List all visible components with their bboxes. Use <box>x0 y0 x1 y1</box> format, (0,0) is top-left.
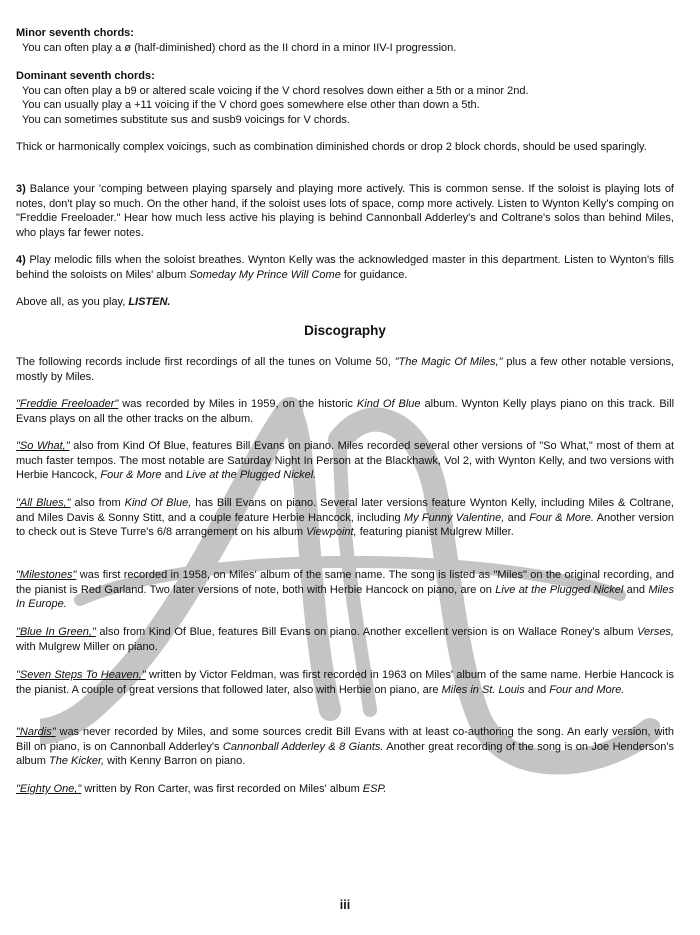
point-4-number: 4) <box>16 254 26 266</box>
all-blues-text-d: Another version to check out is Steve Turre's 6/8 arrangement on his album <box>16 511 675 538</box>
discography-heading: Discography <box>304 323 386 338</box>
nardis-text-a: was never recorded by Miles, and some sources credit Bill Evans with at least co-authoring the song. An early version, with Bill on piano, is on Cannonball Adderley's <box>16 726 675 753</box>
all-blues-album-3: Four & More. <box>529 511 594 524</box>
so-what-album-2: Live at the Plugged Nickel. <box>186 469 317 481</box>
freddie-freeloader-title: "Freddie Freeloader" <box>16 398 119 410</box>
blue-in-green-text-a: also from Kind Of Blue, features Bill Evans on piano. Another excellent version is on Wallace Roney's album <box>99 626 634 638</box>
discography-intro <box>16 355 674 384</box>
nardis-text-c: with Kenny Barron on piano. <box>107 755 246 767</box>
seven-steps-title: "Seven Steps To Heaven," <box>16 669 146 681</box>
so-what-text-b: and <box>164 469 183 481</box>
milestones-album-2: Miles In Europe. <box>16 583 674 610</box>
nardis-title: "Nardis" <box>16 726 56 738</box>
freddie-album: Kind Of Blue <box>356 398 421 410</box>
so-what-entry <box>16 439 674 483</box>
seven-steps-entry <box>16 668 674 697</box>
minor-seventh-section <box>16 26 674 55</box>
milestones-entry <box>16 568 674 612</box>
so-what-album-1: Four & More <box>100 469 162 481</box>
point-4-album: Someday My Prince Will Come <box>189 268 341 281</box>
all-blues-text-e: featuring pianist Mulgrew Miller. <box>359 526 514 538</box>
so-what-text-a: also from Kind Of Blue, features Bill Evans on piano. Miles recorded several other versions of "So What," most of them at much faster tempos. The most notable are Saturday Night In Person at the Blackhawk, Vol 2, with Wynton Kelly, and two versions with Herbie Hancock, <box>16 440 674 481</box>
all-blues-text-b: has Bill Evans on piano. Several later versions feature Wynton Kelly, including Miles & Coltrane, and Miles Davis & Sonny Stitt, and a couple feature Herbie Hancock, including <box>16 497 674 524</box>
point-4-paragraph <box>16 253 674 282</box>
blue-in-green-title: "Blue In Green," <box>16 626 96 638</box>
all-blues-text-a: also from <box>74 497 121 509</box>
discography-intro-b: plus a few other notable versions, mostly by Miles. <box>16 356 675 383</box>
freddie-freeloader-entry <box>16 397 674 426</box>
page-number: iii <box>339 898 351 912</box>
eighty-one-text-a: written by Ron Carter, was first recorded on Miles' album <box>84 783 360 795</box>
eighty-one-entry <box>16 782 674 797</box>
all-blues-album-2: My Funny Valentine, <box>403 511 505 524</box>
seven-steps-album-1: Miles in St. Louis <box>441 683 525 696</box>
milestones-album-1: Live at the Plugged Nickel <box>495 583 624 596</box>
blue-in-green-text-b: with Mulgrew Miller on piano. <box>16 640 158 653</box>
eighty-one-title: "Eighty One," <box>16 783 82 795</box>
minor-seventh-line: You can often play a ø (half-diminished) chord as the II chord in a minor IIV-I progression. <box>22 41 457 54</box>
freddie-text-a: was recorded by Miles in 1959, on the historic <box>122 398 353 410</box>
nardis-album-1: Cannonball Adderley & 8 Giants. <box>222 740 384 753</box>
blue-in-green-entry <box>16 625 674 654</box>
point-3-number: 3) <box>16 183 26 195</box>
listen-text: Above all, as you play, <box>16 296 126 308</box>
discography-intro-a: The following records include first recordings of all the tunes on Volume 50, <box>16 356 391 368</box>
point-4-text-b: for guidance. <box>343 268 408 281</box>
milestones-title: "Milestones" <box>16 569 77 581</box>
dominant-seventh-title: Dominant seventh chords: <box>16 70 155 82</box>
so-what-title: "So What," <box>16 440 70 452</box>
listen-emphasis: LISTEN. <box>128 296 171 308</box>
milestones-text-a: was first recorded in 1958, on Miles' album of the same name. The song is listed as "Miles" on the original recording, and the pianist is Red Garland. Two later versions of note, both with Herbie Hancock on piano, are on <box>16 569 674 596</box>
dominant-seventh-section <box>16 69 674 127</box>
nardis-album-2: The Kicker, <box>49 755 105 767</box>
milestones-text-b: and <box>626 583 646 596</box>
minor-seventh-title: Minor seventh chords: <box>16 27 134 39</box>
seven-steps-album-2: Four and More. <box>549 683 625 696</box>
thick-voicings-paragraph: Thick or harmonically complex voicings, such as combination diminished chords or drop 2 block chords, should be used sparingly. <box>16 141 647 153</box>
all-blues-title: "All Blues," <box>16 497 71 509</box>
nardis-entry <box>16 725 674 769</box>
all-blues-album-1: Kind Of Blue, <box>124 497 192 509</box>
all-blues-entry <box>16 496 674 540</box>
eighty-one-album: ESP. <box>362 783 387 795</box>
point-4-text-a: Play melodic fills when the soloist breathes. Wynton Kelly was the acknowledged master in this department. Listen to Wynton's fills behind the soloists on Miles' album <box>16 254 674 281</box>
seven-steps-text-b: and <box>527 683 547 696</box>
point-3-paragraph <box>16 182 674 240</box>
dominant-seventh-line-2: You can usually play a +11 voicing if the V chord goes somewhere else other than down a 5th. <box>22 99 480 111</box>
listen-paragraph <box>16 295 674 310</box>
dominant-seventh-line-3: You can sometimes substitute sus and susb9 voicings for V chords. <box>22 113 350 126</box>
seven-steps-text-a: written by Victor Feldman, was first recorded in 1963 on Miles' album of the same name. Herbie Hancock is the pianist. A couple of great versions that followed later, also with Herbie on piano, are <box>16 669 674 696</box>
all-blues-text-c: and <box>507 511 526 524</box>
discography-intro-title: "The Magic Of Miles," <box>394 356 503 368</box>
blue-in-green-album: Verses, <box>637 626 674 638</box>
all-blues-album-4: Viewpoint, <box>306 526 357 538</box>
dominant-seventh-line-1: You can often play a b9 or altered scale voicing if the V chord resolves down either a 5th or a minor 2nd. <box>22 84 529 97</box>
freddie-text-b: album. Wynton Kelly plays piano on this track. Bill Evans plays on all the other tracks on the album. <box>16 398 675 425</box>
point-3-text: Balance your 'comping between playing sparsely and playing more actively. This is common sense. If the soloist is playing lots of notes, don't play so much. On the other hand, if the soloist uses lots of space, comp more actively. Listen to Wynton Kelly's comping on "Freddie Freeloader." Hear how much less active his playing is behind Cannonball Adderley's and Coltrane's solos than behind Miles, who plays far fewer notes. <box>16 183 674 239</box>
nardis-text-b: Another great recording of the song is on Joe Henderson's album <box>16 740 674 767</box>
